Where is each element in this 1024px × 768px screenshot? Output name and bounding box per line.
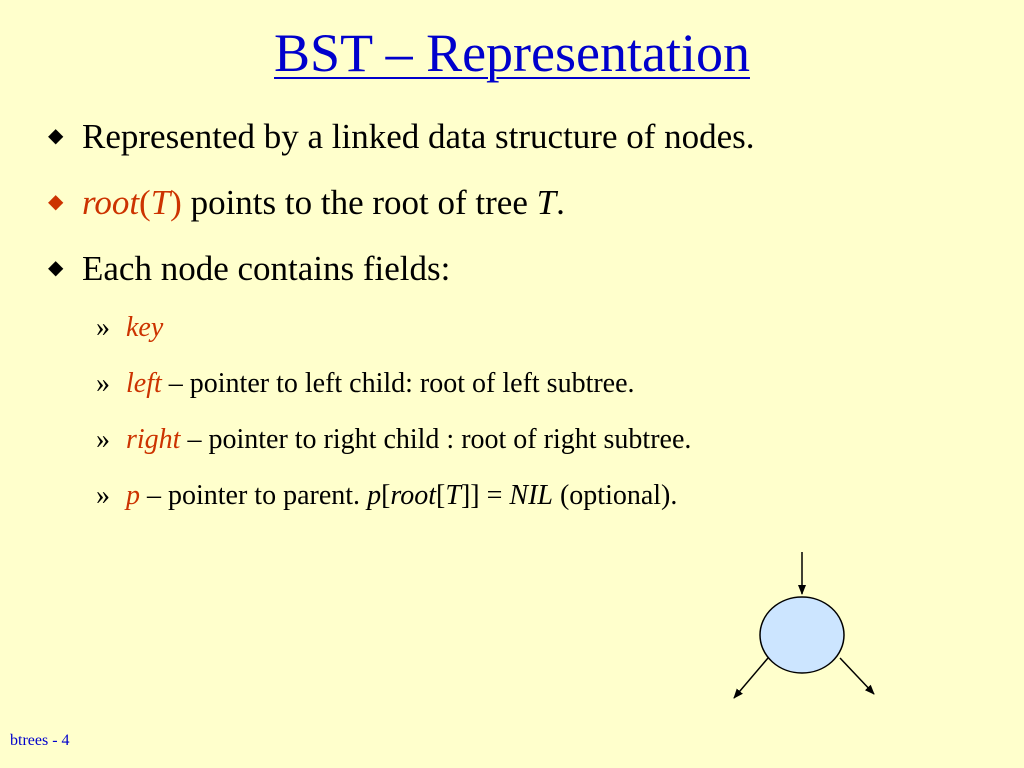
bullet-linked-structure (48, 114, 755, 159)
p-variable: p (367, 480, 382, 511)
bracket: [ (381, 480, 391, 511)
subbullet-parent (96, 478, 677, 514)
diamond-bullet-icon: ◆ (48, 257, 64, 279)
node-circle (760, 597, 844, 673)
field-description: – pointer to left child: root of left subtree. (161, 368, 635, 399)
field-p: p (126, 480, 140, 511)
period: . (556, 183, 565, 222)
bullet-node-fields (48, 246, 450, 291)
optional-note: (optional). (552, 480, 678, 511)
field-description: – pointer to parent. (140, 480, 368, 511)
paren-open: ( (139, 183, 151, 222)
bullet-text: Represented by a linked data structure of nodes. (82, 117, 755, 156)
field-left: left (126, 368, 162, 399)
raquo-marker: » (96, 312, 110, 343)
field-right: right (126, 424, 181, 455)
subbullet-key (96, 310, 163, 346)
right-child-arrow (840, 658, 874, 694)
diamond-bullet-icon: ◆ (48, 191, 64, 213)
raquo-marker: » (96, 368, 110, 399)
nil-value: NIL (509, 480, 553, 511)
bullet-root-pointer (48, 180, 565, 225)
root-keyword: root (82, 183, 140, 222)
raquo-marker: » (96, 480, 110, 511)
field-key: key (126, 312, 164, 343)
slide-footer: btrees - 4 (10, 732, 70, 749)
diamond-bullet-icon: ◆ (48, 125, 64, 147)
left-child-arrow (734, 658, 768, 698)
subbullet-left (96, 366, 635, 402)
tree-variable: T (150, 183, 171, 222)
field-description: – pointer to right child : root of right subtree. (180, 424, 692, 455)
bullet-text: Each node contains fields: (82, 249, 451, 288)
bracket: [ (436, 480, 446, 511)
root-variable: root (390, 480, 437, 511)
bracket-equals: ]] = (460, 480, 510, 511)
bst-node-diagram (720, 548, 900, 708)
subbullet-right (96, 422, 691, 458)
slide-title: BST – Representation (274, 23, 750, 83)
tree-variable: T (445, 480, 461, 511)
paren-close: ) (170, 183, 182, 222)
bullet-text: points to the root of tree (181, 183, 537, 222)
raquo-marker: » (96, 424, 110, 455)
tree-variable: T (536, 183, 557, 222)
